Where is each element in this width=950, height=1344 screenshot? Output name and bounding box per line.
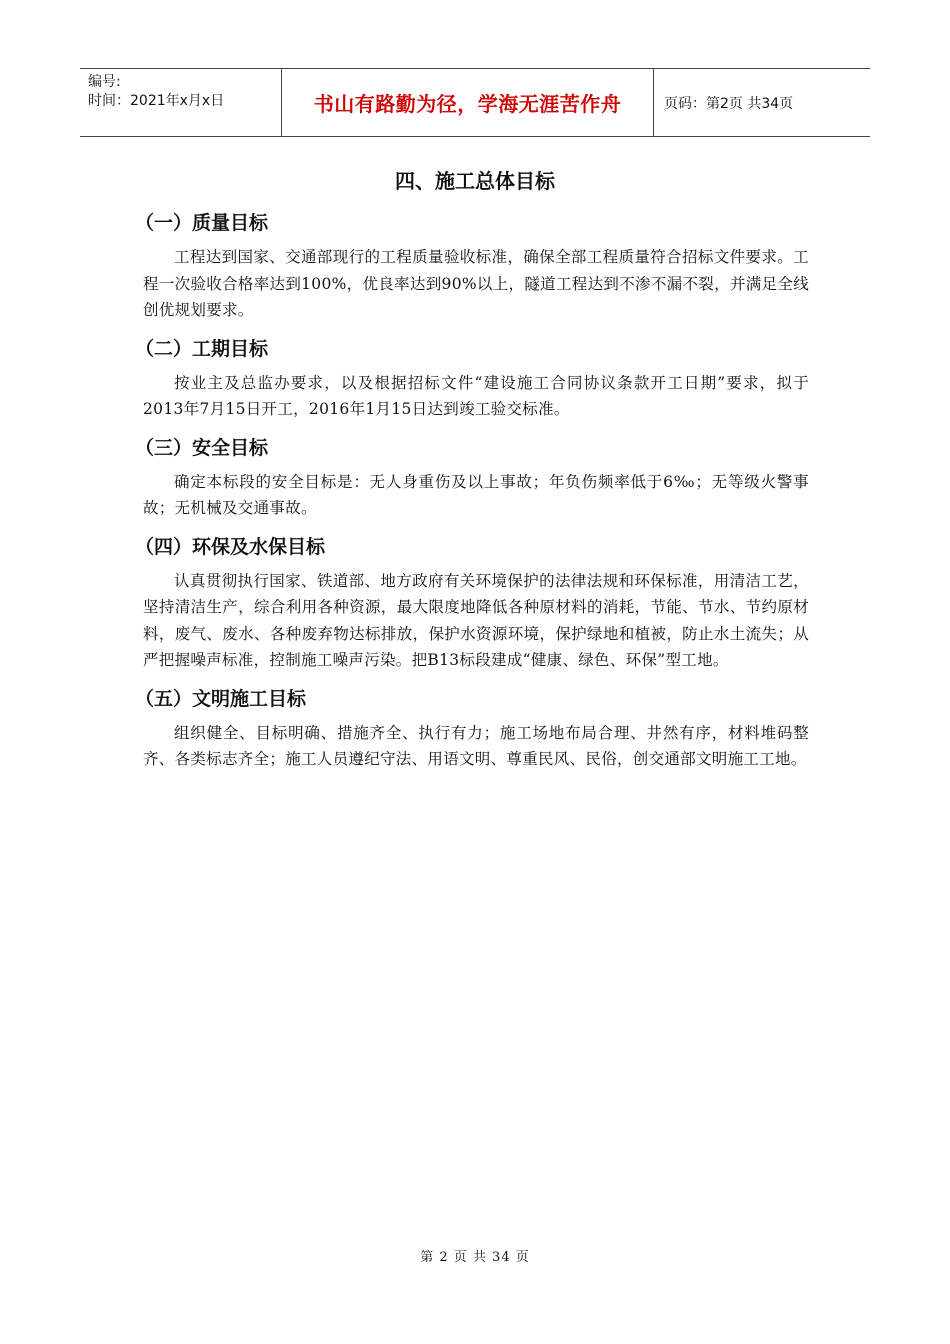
document-body: [135, 208, 809, 783]
section-environment: [135, 532, 809, 674]
document-title: 四、施工总体目标: [395, 169, 555, 193]
section-schedule: [135, 334, 809, 423]
header-page-info: 页码：第2页 共34页: [664, 95, 794, 112]
section-paragraph: 确定本标段的安全目标是：无人身重伤及以上事故；年负伤频率低于6‰；无等级火警事故；无机械及交通事故。: [143, 472, 809, 517]
section-heading: （五）文明施工目标: [135, 687, 307, 710]
header-motto: 书山有路勤为径，学海无涯苦作舟: [282, 69, 654, 136]
section-civilized-construction: [135, 684, 809, 773]
document-date: 时间：2021年x月x日: [88, 93, 225, 109]
section-paragraph: 按业主及总监办要求，以及根据招标文件“建设施工合同协议条款开工日期”要求，拟于2013年7月15日开工，2016年1月15日达到竣工验交标准。: [143, 373, 809, 418]
section-safety: [135, 433, 809, 522]
section-heading: （三）安全目标: [135, 436, 269, 459]
section-heading: （一）质量目标: [135, 212, 269, 234]
document-number-label: 编号:: [88, 74, 121, 90]
header-meta: [80, 69, 282, 136]
section-heading: （四）环保及水保目标: [135, 535, 326, 558]
section-paragraph: 工程达到国家、交通部现行的工程质量验收标准，确保全部工程质量符合招标文件要求。工程一次验收合格率达到100%，优良率达到90%以上，隧道工程达到不渗不漏不裂，并满足全线创优规划要求。: [143, 248, 809, 319]
section-quality: [135, 208, 809, 324]
section-paragraph: 认真贯彻执行国家、铁道部、地方政府有关环境保护的法律法规和环保标准，用清洁工艺，坚持清洁生产，综合利用各种资源，最大限度地降低各种原材料的消耗，节能、节水、节约原材料，废气、废水、各种废弃物达标排放，保护水资源环境，保护绿地和植被，防止水土流失；从严把握噪声标准，控制施工噪声污染。把B13标段建成“健康、绿色、环保”型工地。: [143, 571, 809, 669]
section-paragraph: 组织健全、目标明确、措施齐全、执行有力；施工场地布局合理、井然有序，材料堆码整齐、各类标志齐全；施工人员遵纪守法、用语文明、尊重民风、民俗，创交通部文明施工工地。: [143, 723, 809, 768]
section-heading: （二）工期目标: [135, 337, 269, 360]
page-header: [80, 68, 870, 137]
page-footer: 第 2 页 共 34 页: [420, 1250, 530, 1265]
